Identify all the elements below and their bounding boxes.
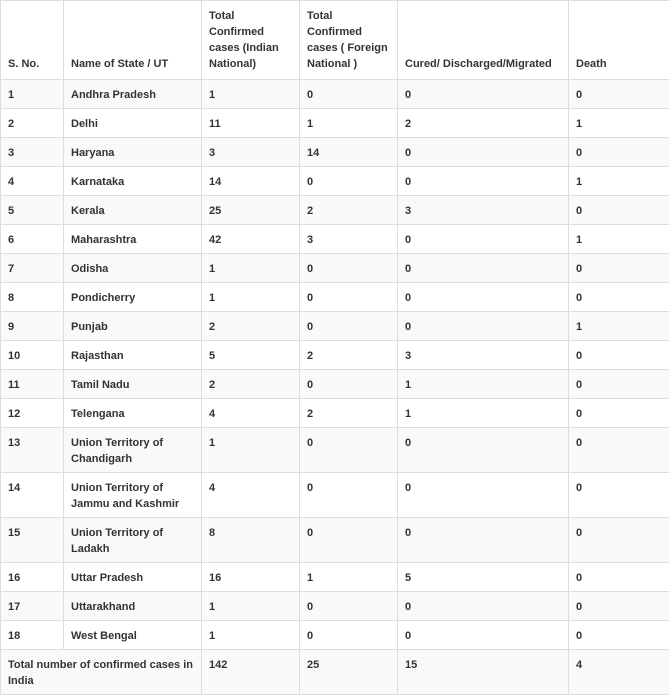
table-row [1,399,669,428]
cell-death: 0 [569,592,669,621]
cell-indian: 1 [202,621,300,650]
table-row [1,518,669,563]
cell-cured: 0 [398,254,569,283]
cell-cured: 0 [398,80,569,109]
cell-cured: 0 [398,592,569,621]
cell-cured: 2 [398,109,569,138]
cell-death: 1 [569,312,669,341]
cell-indian: 1 [202,592,300,621]
header-foreign-cases: Total Confirmed cases ( Foreign National ) [300,1,398,80]
cell-sno: 7 [1,254,64,283]
table-row [1,254,669,283]
cell-sno: 3 [1,138,64,167]
cell-state: Rajasthan [64,341,202,370]
cell-death: 1 [569,225,669,254]
cell-foreign: 0 [300,473,398,518]
cell-state: Uttarakhand [64,592,202,621]
total-death: 4 [569,650,669,695]
cell-foreign: 1 [300,109,398,138]
cell-state: West Bengal [64,621,202,650]
cell-death: 0 [569,399,669,428]
cell-cured: 3 [398,196,569,225]
cell-sno: 15 [1,518,64,563]
cell-sno: 17 [1,592,64,621]
table-row [1,341,669,370]
cell-indian: 4 [202,399,300,428]
table-row [1,428,669,473]
cell-indian: 2 [202,370,300,399]
cell-foreign: 1 [300,563,398,592]
cell-state: Union Territory of Ladakh [64,518,202,563]
cell-indian: 16 [202,563,300,592]
cell-sno: 11 [1,370,64,399]
cell-death: 0 [569,370,669,399]
cell-state: Tamil Nadu [64,370,202,399]
header-cured: Cured/ Discharged/Migrated [398,1,569,80]
cell-cured: 0 [398,138,569,167]
cell-state: Karnataka [64,167,202,196]
cell-state: Maharashtra [64,225,202,254]
cell-foreign: 0 [300,428,398,473]
header-indian-cases: Total Confirmed cases (Indian National) [202,1,300,80]
cell-cured: 0 [398,428,569,473]
table-row [1,109,669,138]
cell-cured: 0 [398,473,569,518]
cell-cured: 5 [398,563,569,592]
table-row [1,563,669,592]
cell-sno: 6 [1,225,64,254]
cell-sno: 2 [1,109,64,138]
table-row [1,138,669,167]
header-sno: S. No. [1,1,64,80]
table-row [1,473,669,518]
cell-cured: 1 [398,370,569,399]
cell-indian: 8 [202,518,300,563]
cell-death: 0 [569,621,669,650]
total-cured: 15 [398,650,569,695]
cell-state: Delhi [64,109,202,138]
cell-sno: 18 [1,621,64,650]
table-row [1,312,669,341]
cell-state: Kerala [64,196,202,225]
total-indian: 142 [202,650,300,695]
cell-foreign: 0 [300,167,398,196]
cell-death: 0 [569,283,669,312]
cell-cured: 0 [398,167,569,196]
cell-indian: 4 [202,473,300,518]
cell-sno: 16 [1,563,64,592]
cell-state: Uttar Pradesh [64,563,202,592]
header-death: Death [569,1,669,80]
cell-death: 0 [569,563,669,592]
cell-foreign: 0 [300,283,398,312]
cell-sno: 1 [1,80,64,109]
cell-cured: 0 [398,283,569,312]
cell-foreign: 0 [300,592,398,621]
cell-indian: 1 [202,80,300,109]
cell-indian: 2 [202,312,300,341]
cell-foreign: 0 [300,254,398,283]
header-state: Name of State / UT [64,1,202,80]
cell-state: Pondicherry [64,283,202,312]
cell-foreign: 2 [300,399,398,428]
cell-cured: 0 [398,312,569,341]
cell-state: Telengana [64,399,202,428]
cell-sno: 13 [1,428,64,473]
cell-death: 0 [569,80,669,109]
cell-cured: 1 [398,399,569,428]
cell-death: 0 [569,138,669,167]
table-row [1,283,669,312]
total-label: Total number of confirmed cases in India [1,650,202,695]
table-row [1,80,669,109]
cell-foreign: 3 [300,225,398,254]
cell-sno: 10 [1,341,64,370]
table-row [1,196,669,225]
total-row [1,650,669,695]
header-row [1,1,669,80]
cell-sno: 14 [1,473,64,518]
cell-foreign: 2 [300,341,398,370]
cell-sno: 12 [1,399,64,428]
table-row [1,621,669,650]
cell-indian: 1 [202,254,300,283]
cell-foreign: 14 [300,138,398,167]
cell-cured: 3 [398,341,569,370]
total-foreign: 25 [300,650,398,695]
cell-indian: 1 [202,428,300,473]
cell-state: Odisha [64,254,202,283]
cell-death: 0 [569,341,669,370]
cell-death: 0 [569,473,669,518]
table-row [1,167,669,196]
cell-indian: 25 [202,196,300,225]
cell-death: 0 [569,196,669,225]
cell-foreign: 0 [300,518,398,563]
cell-state: Haryana [64,138,202,167]
cell-foreign: 0 [300,312,398,341]
cell-state: Punjab [64,312,202,341]
cell-indian: 3 [202,138,300,167]
cell-sno: 4 [1,167,64,196]
cell-state: Union Territory of Jammu and Kashmir [64,473,202,518]
cell-foreign: 0 [300,80,398,109]
cell-cured: 0 [398,621,569,650]
cell-foreign: 2 [300,196,398,225]
cell-foreign: 0 [300,621,398,650]
cell-indian: 14 [202,167,300,196]
cell-sno: 9 [1,312,64,341]
table-row [1,225,669,254]
cell-death: 1 [569,167,669,196]
cell-cured: 0 [398,225,569,254]
table-row [1,370,669,399]
cell-indian: 11 [202,109,300,138]
cell-state: Union Territory of Chandigarh [64,428,202,473]
cell-indian: 42 [202,225,300,254]
cell-sno: 8 [1,283,64,312]
cell-cured: 0 [398,518,569,563]
cell-foreign: 0 [300,370,398,399]
cell-indian: 5 [202,341,300,370]
cell-death: 0 [569,428,669,473]
cell-state: Andhra Pradesh [64,80,202,109]
cell-indian: 1 [202,283,300,312]
cell-sno: 5 [1,196,64,225]
cell-death: 1 [569,109,669,138]
cell-death: 0 [569,254,669,283]
cell-death: 0 [569,518,669,563]
table-row [1,592,669,621]
